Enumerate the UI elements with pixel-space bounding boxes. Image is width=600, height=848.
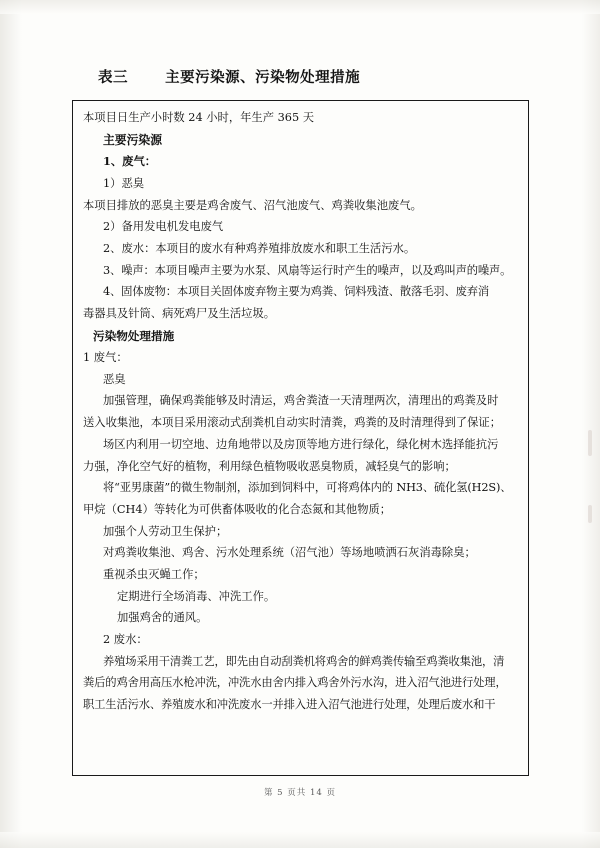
list-item: 毒器具及针筒、病死鸡尸及生活垃圾。 (83, 307, 276, 321)
margin-smudge (588, 430, 592, 456)
paragraph-line: 甲烷（CH4）等转化为可供畜体吸收的化合态氮和其他物质； (83, 502, 392, 516)
intro-line: 本项目日生产小时数 24 小时，年生产 365 天 (83, 111, 315, 124)
scan-edge-left (0, 0, 22, 848)
subsection-topic-odor: 恶臭 (103, 372, 126, 386)
list-item: 2）备用发电机发电废气 (103, 220, 224, 234)
section-heading-treatment-measures: 污染物处理措施 (93, 328, 175, 343)
table-title-text: 主要污染源、污染物处理措施 (165, 69, 361, 86)
paragraph-line: 养殖场采用干清粪工艺，即先由自动刮粪机将鸡舍的鲜鸡粪传输至鸡粪收集池，清 (103, 654, 505, 668)
subsection-heading-wastewater: 2 废水： (103, 633, 148, 647)
list-item: 4、固体废物：本项目关固体废弃物主要为鸡粪、饲料残渣、散落毛羽、废弃消 (103, 285, 490, 299)
paragraph-line: 加强鸡舍的通风。 (117, 611, 208, 625)
table-cell-content (73, 101, 528, 775)
paragraph-line: 重视杀虫灭蝇工作； (103, 567, 205, 581)
table-number-label: 表三 (98, 69, 128, 86)
paragraph-line: 加强个人劳动卫生保护； (103, 524, 228, 538)
page-title (98, 66, 360, 87)
margin-smudge (588, 505, 592, 523)
scan-edge-bottom (0, 832, 600, 848)
paragraph-line: 将“亚男康菌”的微生物制剂，添加到饲料中，可将鸡体内的 NH3、硫化氢(H2S)、 (103, 481, 512, 495)
scan-edge-right (582, 0, 600, 848)
paragraph-line: 定期进行全场消毒、冲洗工作。 (117, 589, 276, 603)
paragraph-line: 送入收集池，本项目采用滚动式刮粪机自动实时清粪，鸡粪的及时清理得到了保证； (83, 416, 501, 430)
list-item: 3、噪声：本项目噪声主要为水泵、风扇等运行时产生的噪声，以及鸡叫声的噪声。 (103, 263, 512, 277)
scan-edge-top (0, 0, 600, 14)
list-item: 1）恶臭 (103, 177, 145, 191)
paragraph-line: 力强，净化空气好的植物，利用绿色植物吸收恶臭物质，减轻臭气的影响； (83, 459, 456, 473)
paragraph-line: 加强管理，确保鸡粪能够及时清运，鸡舍粪渣一天清理两次，清理出的鸡粪及时 (103, 394, 499, 408)
subsection-heading-waste-gas: 1 废气： (83, 351, 128, 365)
list-item: 2、废水：本项目的废水有种鸡养殖排放废水和职工生活污水。 (103, 242, 416, 256)
section-heading-pollution-sources: 主要污染源 (103, 132, 162, 147)
list-item: 1、废气： (103, 154, 157, 169)
page-footer: 第 5 页共 14 页 (263, 788, 337, 798)
list-item: 本项目排放的恶臭主要是鸡舍废气、沼气池废气、鸡粪收集池废气。 (83, 198, 422, 212)
paragraph-line: 职工生活污水、养殖废水和冲洗废水一并排入进入沼气池进行处理，处理后废水和干 (83, 698, 496, 712)
paragraph-line: 粪后的鸡舍用高压水枪冲洗，冲洗水由舍内排入鸡舍外污水沟，进入沼气池进行处理， (83, 676, 507, 690)
paragraph-line: 场区内利用一切空地、边角地带以及房顶等地方进行绿化，绿化树木选择能抗污 (103, 437, 499, 451)
paragraph-line: 对鸡粪收集池、鸡舍、污水处理系统（沼气池）等场地喷洒石灰消毒除臭； (103, 546, 476, 560)
